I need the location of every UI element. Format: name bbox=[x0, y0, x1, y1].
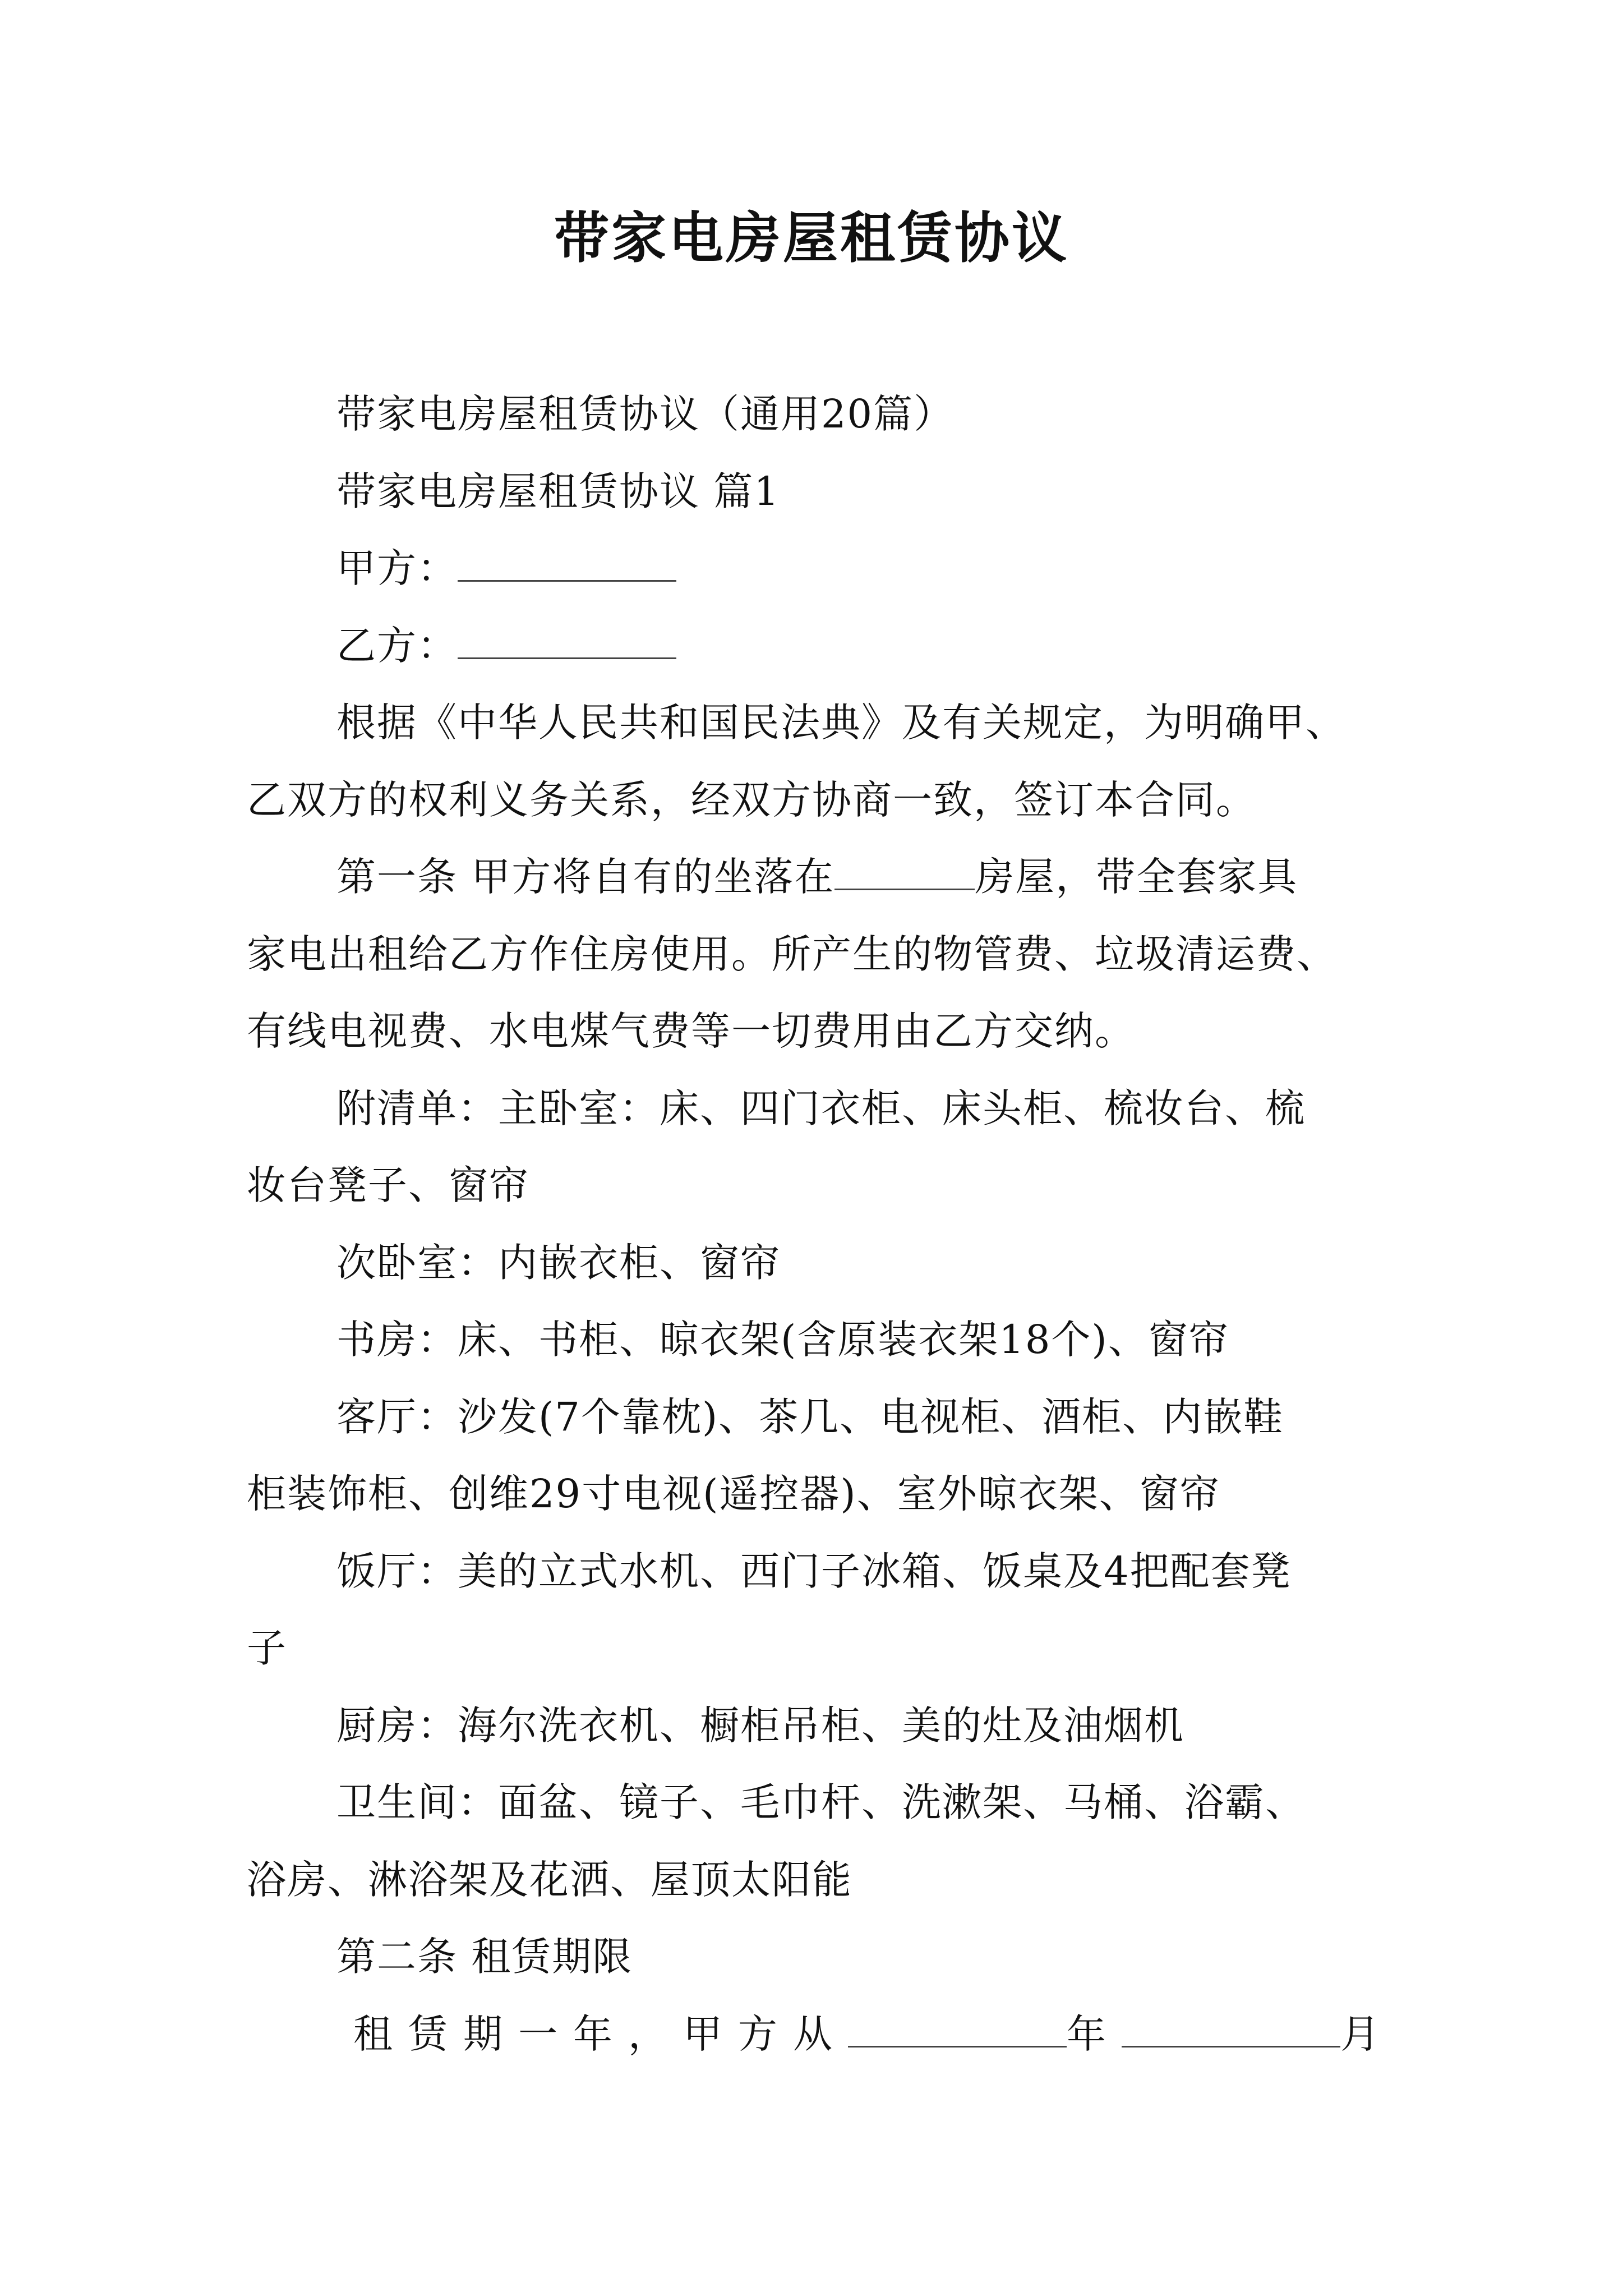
article1-text-a: 第一条 甲方将自有的坐落在 bbox=[336, 854, 835, 900]
article2-heading: 第二条 租赁期限 bbox=[336, 1934, 633, 1980]
preamble-line-2: 乙双方的权利义务关系，经双方协商一致，签订本合同。 bbox=[247, 776, 1256, 823]
start-month-blank bbox=[1122, 2012, 1340, 2047]
party-b-line bbox=[247, 608, 1402, 685]
inventory-bathroom-line-2: 浴房、淋浴架及花洒、屋顶太阳能 bbox=[247, 1856, 852, 1903]
subtitle-line: 带家电房屋租赁协议（通用20篇） bbox=[336, 391, 955, 437]
term-text-year: 年 bbox=[1067, 2010, 1122, 2057]
inventory-dining-line-2: 子 bbox=[247, 1625, 287, 1671]
inventory-master-line-1: 附清单：主卧室：床、四门衣柜、床头柜、梳妆台、梳 bbox=[336, 1085, 1306, 1131]
article1-text-b: 房屋，带全套家具 bbox=[975, 854, 1298, 900]
document-body bbox=[247, 376, 1402, 2073]
article1-line-3: 有线电视费、水电煤气费等一切费用由乙方交纳。 bbox=[247, 1008, 1135, 1054]
chapter-line: 带家电房屋租赁协议 篇1 bbox=[336, 468, 780, 514]
party-a-line bbox=[247, 530, 1402, 608]
article1-line-1 bbox=[247, 839, 1402, 916]
inventory-master-line-2: 妆台凳子、窗帘 bbox=[247, 1162, 529, 1208]
inventory-living-line-2: 柜装饰柜、创维29寸电视(遥控器)、室外晾衣架、窗帘 bbox=[247, 1471, 1220, 1517]
party-a-label: 甲方： bbox=[336, 545, 458, 591]
address-blank bbox=[834, 855, 975, 890]
party-a-blank bbox=[458, 546, 676, 582]
inventory-kitchen: 厨房：海尔洗衣机、橱柜吊柜、美的灶及油烟机 bbox=[336, 1702, 1184, 1749]
inventory-bathroom-line-1: 卫生间：面盆、镜子、毛巾杆、洗漱架、马桶、浴霸、 bbox=[336, 1779, 1306, 1825]
document-title: 带家电房屋租赁协议 bbox=[554, 206, 1069, 270]
start-year-blank bbox=[848, 2012, 1067, 2047]
inventory-living-line-1: 客厅：沙发(7个靠枕)、茶几、电视柜、酒柜、内嵌鞋 bbox=[336, 1393, 1284, 1440]
inventory-dining-line-1: 饭厅：美的立式水机、西门子冰箱、饭桌及4把配套凳 bbox=[336, 1548, 1292, 1594]
preamble-line-1: 根据《中华人民共和国民法典》及有关规定，为明确甲、 bbox=[336, 700, 1346, 746]
inventory-study: 书房：床、书柜、晾衣架(含原装衣架18个)、窗帘 bbox=[336, 1317, 1229, 1363]
inventory-second-bedroom: 次卧室：内嵌衣柜、窗帘 bbox=[336, 1239, 781, 1286]
article2-term-line bbox=[247, 1996, 1402, 2073]
term-text-month: 月 bbox=[1340, 2010, 1395, 2057]
term-text-a: 租赁期一年，甲方从 bbox=[353, 2010, 848, 2057]
party-b-blank bbox=[458, 624, 676, 659]
article1-line-2: 家电出租给乙方作住房使用。所产生的物管费、垃圾清运费、 bbox=[247, 931, 1337, 977]
party-b-label: 乙方： bbox=[336, 622, 458, 669]
